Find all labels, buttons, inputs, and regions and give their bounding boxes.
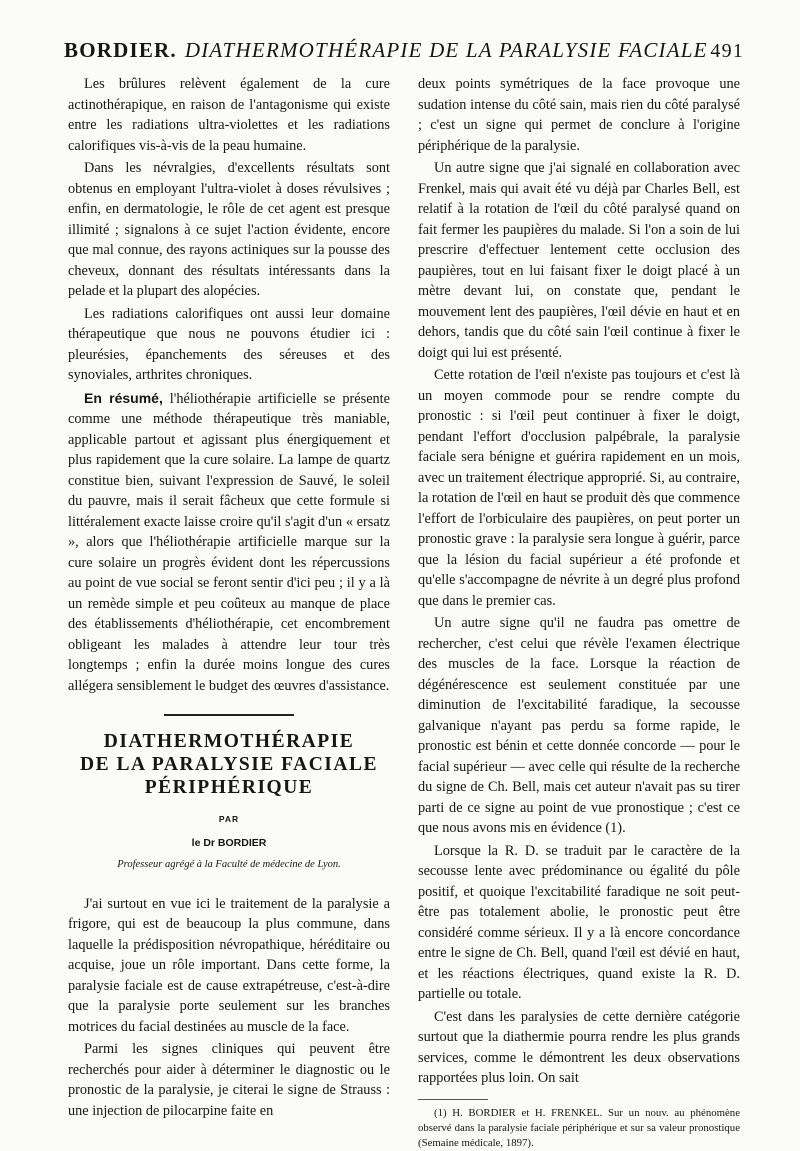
running-header (64, 38, 744, 63)
byline-author: le Dr BORDIER (191, 836, 267, 849)
byline-affiliation: Professeur agrégé à la Faculté de médecine de Lyon. (117, 859, 341, 870)
left-column (68, 74, 390, 1121)
paragraph-bell-sign: Un autre signe que j'ai signalé en collaboration avec Frenkel, mais qui avait été vu déjà par Charles Bell, est relatif à la rotation de l'œil du côté paralysé quand on fait fermer les paupières du malade. Si l'on a soin de lui prescrire d'effectuer lentement cette occlusion des paupières, tout en lui faisant fixer le doigt placé à un mètre devant lui, on constate que, pendant le mouvement lent des paupières, l'œil dévie en haut et en dehors, tandis que du côté sain l'œil continue à fixer le doigt qui lui est présenté. (418, 160, 740, 361)
article-title-line-2: DE LA PARALYSIE FACIALE (80, 754, 378, 775)
right-column (418, 74, 740, 1151)
footnote-divider (418, 1099, 488, 1100)
paragraph-eye-rotation: Cette rotation de l'œil n'existe pas toujours et c'est là un moyen commode pour se rendre compte du pronostic : si l'œil peut continuer à fixer le doigt, pendant l'effort d'occlusion palpébrale, la paralysie faciale sera bénigne et guérira rapidement en un mois, avec un traitement électrique approprié. Si, au contraire, la rotation de l'œil en haut se produit dès que commence l'effort de l'orbiculaire des paupières, on peut porter un pronostic grave : la paralysie sera longue à guérir, parce que la lésion du facial supérieur a été profonde et qu'elle s'accompagne de névrite à un degré plus profond que dans le premier cas. (418, 367, 740, 609)
paragraph-burns: Les brûlures relèvent également de la cure actinothérapique, en raison de l'antagonisme qui existe entre les radiations ultra-violettes et les radiations calorifiques vis-à-vis de la peau humaine. (68, 76, 390, 154)
header-author: BORDIER. (64, 38, 177, 62)
paragraph-summary (68, 388, 390, 697)
paragraph-clinical-signs: Parmi les signes cliniques qui peuvent être recherchés pour aider à déterminer le diagnostic ou le pronostic de la paralysie, je citerai le signe de Strauss : une injection de pilocarpine faite en (68, 1041, 390, 1119)
article-title-line-1: DIATHERMOTHÉRAPIE (103, 731, 355, 752)
paragraph-neuralgia: Dans les névralgies, d'excellents résultats sont obtenus en employant l'ultra-violet à doses révulsives ; enfin, en dermatologie, le rôle de cet agent est presque illimité ; signalons à ce sujet l'action évidente, encore que mal connue, des rayons actiniques sur la pousse des cheveux, donnant des résultats intéressants dans la pelade et la plupart des alopécies. (68, 160, 390, 299)
paragraph-electric-exam: Un autre signe qu'il ne faudra pas omettre de rechercher, c'est celui que révèle l'examen électrique des muscles de la face. Lorsque la réaction de dégénérescence est seulement constituée par une diminution de l'excitabilité faradique, la secousse galvanique n'ayant pas perdu sa forme rapide, le pronostic est bénin et cette donnée concorde — pour le facial supérieur — avec celle qui résulte de la recherche du signe de Ch. Bell, mais cet auteur n'avait pas su tirer parti de ce signe au point de vue pronostique ; c'est ce que nous avons mis en évidence (1). (418, 615, 740, 836)
article-title-line-3: PÉRIPHÉRIQUE (144, 777, 314, 798)
summary-text: l'héliothérapie artificielle se présente comme une méthode thérapeutique très maniable, applicable partout et agissant plus énergiquement et plus rapidement que la cure solaire. La lampe de quartz constitue bien, suivant l'expression de Sauvé, le soleil du pauvre, mais il serait fâcheux que cette formule si littéralement exacte laisse croire qu'il s'agit d'un « ersatz », alors que l'héliothérapie artificielle marque sur la cure solaire un progrès évident dont les répercussions au point de vue social se feront sentir d'ici peu ; il y a là un remède simple et peu coûteux au manque de place des établissements d'héliothérapie, cet encombrement obligeant les malades à attendre leur tour très longtemps ; enfin la durée moins longue des cures allégera sensiblement le budget des œuvres d'assistance. (68, 390, 391, 694)
footnote: (1) H. BORDIER et H. FRENKEL. Sur un nouv. au phénomène observé dans la paralysie faciale périphérique et sur sa valeur pronostique (Semaine médicale, 1897). (418, 1106, 740, 1149)
section-divider (164, 714, 294, 716)
paragraph-rd: Lorsque la R. D. se traduit par le caractère de la secousse lente avec prédominance ou égalité du pôle positif, et quoique l'excitabilité faradique ne soit peut-être pas totalement abolie, le pronostic peut être considéré comme sérieux. Il y a là encore concordance entre le signe de Ch. Bell, quand l'œil est dévié en haut, et les réactions électriques, quand existe la R. D. partielle ou totale. (418, 842, 740, 1002)
page-number: 491 (710, 40, 744, 62)
summary-lead: En résumé, (84, 389, 163, 406)
article-title (68, 730, 390, 799)
paragraph-diathermy: C'est dans les paralysies de cette dernière catégorie surtout que la diathermie pourra rendre les plus grands services, comme le démontrent les deux observations rapportées plus loin. On sait (418, 1008, 740, 1086)
paragraph-a-frigore: J'ai surtout en vue ici le traitement de la paralysie a frigore, qui est de beaucoup la plus commune, dans laquelle la prédisposition névropathique, héréditaire ou acquise, joue un rôle important. Dans cette forme, la paralysie faciale est de cause extrapétreuse, c'est-à-dire que la paralysie porte seulement sur les branches motrices du facial destinées au muscle de la face. (68, 895, 390, 1035)
paragraph-calorific: Les radiations calorifiques ont aussi leur domaine thérapeutique que nous ne pouvons étudier ici : pleurésies, épanchements des séreuses et des synoviales, arthrites chroniques. (68, 305, 390, 383)
byline-par: PAR (218, 814, 240, 824)
header-title: DIATHERMOTHÉRAPIE DE LA PARALYSIE FACIALE (184, 38, 708, 62)
paragraph-strauss-continued: deux points symétriques de la face provoque une sudation intense du côté sain, mais rien du côté paralysé ; c'est un signe qui permet de conclure à l'origine périphérique de la paralysie. (418, 76, 740, 154)
